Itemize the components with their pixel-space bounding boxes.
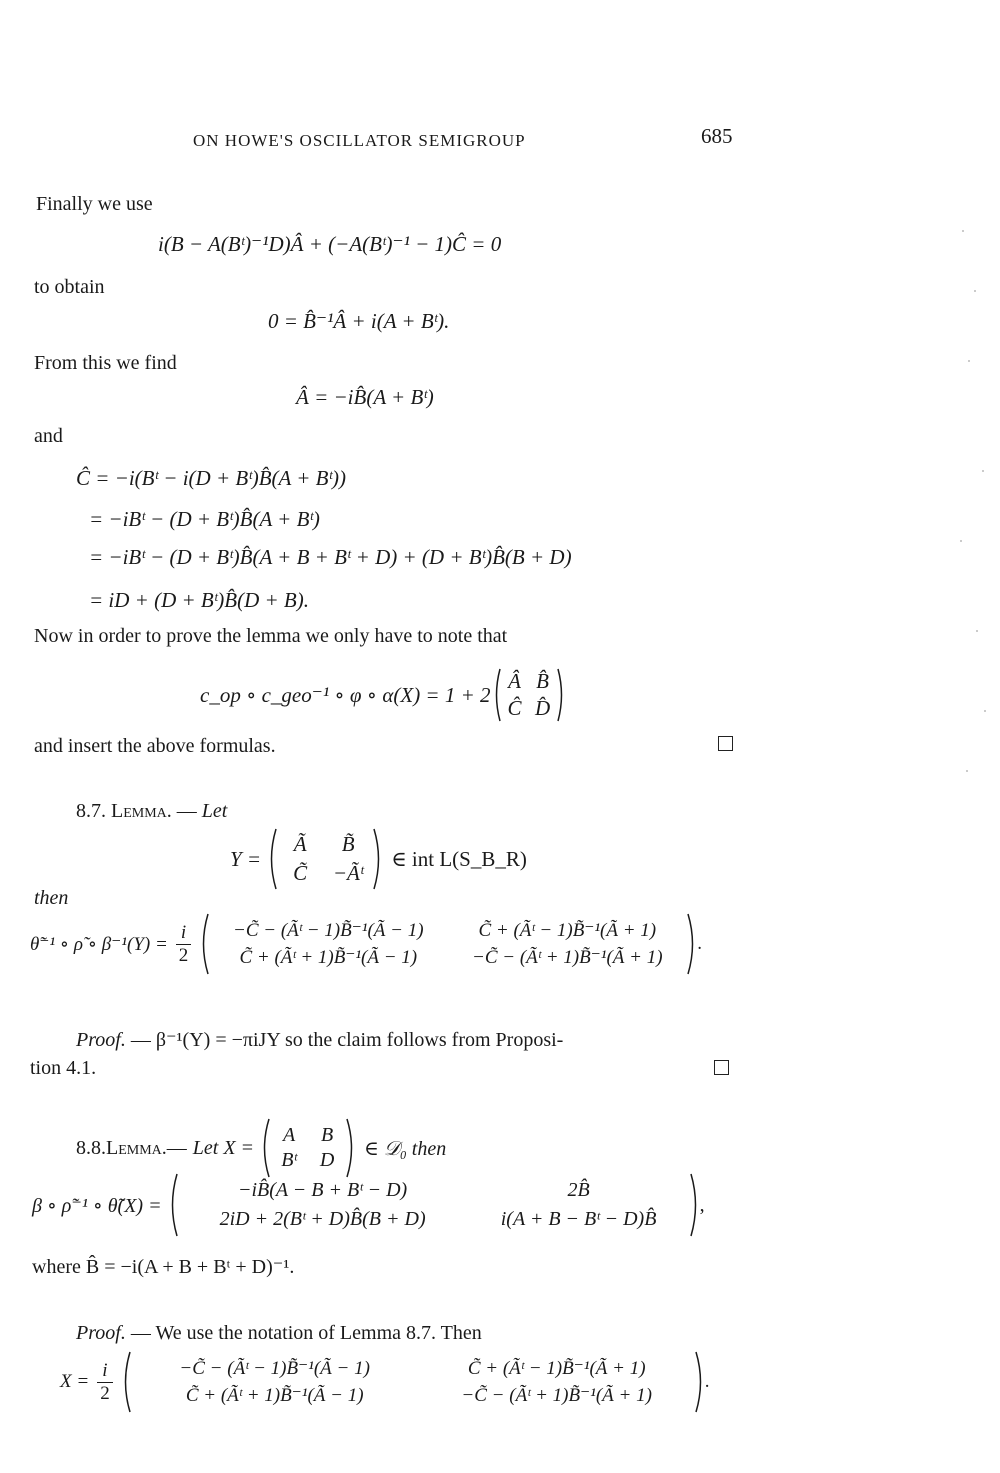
lemma-let: Let	[201, 800, 228, 822]
matrix-8-cell: Bᵗ	[281, 1149, 297, 1171]
equation-10	[60, 1350, 709, 1414]
matrix-5-cell: D̂	[534, 696, 551, 720]
lemma-number: 8.8.	[76, 1136, 106, 1159]
qed-symbol	[718, 736, 733, 751]
paragraph-and: and	[34, 425, 63, 447]
fraction	[176, 922, 192, 967]
equation-7-end: .	[697, 933, 703, 954]
equation-3: Â = −iB̂(A + Bᵗ)	[296, 385, 434, 409]
equation-6-rhs: ∈ int L(S_B_R)	[391, 846, 527, 871]
equation-4-line-1: Ĉ = −i(Bᵗ − i(D + Bᵗ)B̂(A + Bᵗ))	[76, 466, 346, 490]
proof-word: Proof.	[76, 1322, 126, 1344]
matrix-5-cell: B̂	[536, 669, 549, 693]
equation-4-line-2: = −iBᵗ − (D + Bᵗ)B̂(A + Bᵗ)	[89, 507, 320, 531]
running-title: ON HOWE'S OSCILLATOR SEMIGROUP	[193, 131, 526, 150]
lemma-number: 8.7.	[76, 800, 111, 822]
lemma-dash: —	[166, 1136, 187, 1159]
matrix-7-cell: −C̃ − (Ãᵗ − 1)B̃⁻¹(Ã − 1)	[233, 920, 424, 941]
matrix-5-cell: Ĉ	[507, 696, 522, 720]
paragraph-then: then	[34, 887, 69, 909]
equation-7	[30, 912, 702, 976]
equation-4-line-3: = −iBᵗ − (D + Bᵗ)B̂(A + B + Bᵗ + D) + (D + Bᵗ)B̂(B + D)	[89, 545, 572, 569]
paragraph-to-obtain: to obtain	[34, 276, 105, 298]
right-paren	[695, 1350, 705, 1414]
proof-8-7	[76, 1027, 563, 1052]
lemma-dash: —	[171, 800, 202, 822]
matrix-5-cell: Â	[508, 669, 521, 693]
matrix-6-cell: Ã	[293, 832, 307, 856]
left-paren	[267, 827, 277, 891]
equation-4-line-4: = iD + (D + Bᵗ)B̂(D + B).	[89, 588, 309, 612]
right-paren	[687, 912, 697, 976]
equation-8-rhs: ∈ 𝒟₀ then	[364, 1137, 447, 1160]
matrix-9-cell: −iB̂(A − B + Bᵗ − D)	[238, 1179, 408, 1201]
matrix-9-cell: 2B̂	[567, 1179, 590, 1201]
right-paren	[373, 827, 383, 891]
right-paren	[557, 667, 565, 723]
matrix-7	[209, 919, 687, 969]
matrix-8-cell: B	[320, 1124, 334, 1146]
scan-artifacts	[954, 210, 994, 910]
matrix-10-cell: C̃ + (Ãᵗ − 1)B̃⁻¹(Ã + 1)	[467, 1358, 646, 1379]
matrix-8-cell: D	[319, 1149, 335, 1171]
fraction-denominator: 2	[176, 944, 192, 967]
paragraph-now-in-order: Now in order to prove the lemma we only have to note that	[34, 625, 508, 647]
matrix-8	[270, 1124, 346, 1172]
matrix-10-cell: C̃ + (Ãᵗ + 1)B̃⁻¹(Ã − 1)	[185, 1385, 364, 1406]
matrix-10-cell: −C̃ − (Ãᵗ − 1)B̃⁻¹(Ã − 1)	[179, 1358, 370, 1379]
matrix-9	[178, 1179, 690, 1231]
right-paren	[690, 1172, 700, 1238]
equation-6	[230, 827, 527, 891]
qed-symbol	[714, 1060, 729, 1075]
left-paren	[493, 667, 501, 723]
matrix-6	[277, 832, 373, 886]
left-paren	[121, 1350, 131, 1414]
matrix-6-cell: B̃	[341, 832, 355, 856]
matrix-7-cell: C̃ + (Ãᵗ − 1)B̃⁻¹(Ã + 1)	[478, 920, 657, 941]
fraction-denominator: 2	[97, 1382, 113, 1405]
equation-5	[200, 667, 565, 723]
paragraph-where: where B̂ = −i(A + B + Bᵗ + D)⁻¹.	[32, 1256, 295, 1278]
lemma-word: Lemma.	[106, 1136, 167, 1159]
proof-8-7-line-2: tion 4.1.	[30, 1057, 97, 1079]
equation-10-lhs: X =	[60, 1371, 90, 1392]
matrix-9-cell: i(A + B − Bᵗ − D)B̂	[500, 1208, 657, 1230]
fraction-numerator: i	[180, 921, 187, 943]
matrix-9-cell: 2iD + 2(Bᵗ + D)B̂(B + D)	[219, 1208, 426, 1230]
fraction-numerator: i	[102, 1359, 108, 1381]
paragraph-finally: Finally we use	[36, 193, 153, 215]
matrix-8-cell: A	[282, 1124, 296, 1146]
equation-5-lhs: c_op ∘ c_geo⁻¹ ∘ φ ∘ α(X) = 1 + 2	[200, 682, 491, 707]
equation-9-lhs: β ∘ ρ̃⁻¹ ∘ θ̃(X) =	[32, 1194, 162, 1217]
left-paren	[260, 1117, 270, 1179]
proof-word: Proof.	[76, 1029, 126, 1051]
matrix-6-cell: C̃	[293, 861, 308, 885]
fraction	[97, 1360, 113, 1405]
lemma-8-7-heading	[76, 800, 227, 823]
equation-10-end: .	[704, 1371, 710, 1392]
lemma-let: Let X =	[192, 1136, 255, 1159]
matrix-6-cell: −Ãᵗ	[332, 861, 364, 885]
equation-9-end: ,	[699, 1193, 705, 1216]
matrix-7-cell: −C̃ − (Ãᵗ + 1)B̃⁻¹(Ã + 1)	[472, 947, 663, 968]
left-paren	[168, 1172, 178, 1238]
proof-text: — β⁻¹(Y) = −πiJY so the claim follows from Proposi-	[125, 1029, 564, 1051]
equation-9	[32, 1172, 705, 1238]
paragraph-insert: and insert the above formulas.	[34, 735, 276, 757]
page-number: 685	[701, 124, 733, 148]
right-paren	[346, 1117, 356, 1179]
proof-8-8	[76, 1322, 482, 1345]
paragraph-from-this: From this we find	[34, 352, 177, 374]
equation-6-lhs: Y =	[230, 846, 262, 871]
left-paren	[199, 912, 209, 976]
equation-7-lhs: θ̃⁻¹ ∘ ρ̃ ∘ β⁻¹(Y) =	[30, 933, 168, 955]
matrix-5	[501, 669, 557, 721]
matrix-7-cell: C̃ + (Ãᵗ + 1)B̃⁻¹(Ã − 1)	[239, 947, 418, 968]
equation-2: 0 = B̂⁻¹Â + i(A + Bᵗ).	[268, 309, 450, 333]
proof-text: — We use the notation of Lemma 8.7. Then	[125, 1322, 482, 1344]
lemma-8-8-heading	[76, 1117, 446, 1179]
lemma-word: Lemma.	[111, 800, 172, 822]
equation-1: i(B − A(Bᵗ)⁻¹D)Â + (−A(Bᵗ)⁻¹ − 1)Ĉ = 0	[158, 232, 502, 256]
matrix-10	[131, 1357, 695, 1407]
matrix-10-cell: −C̃ − (Ãᵗ + 1)B̃⁻¹(Ã + 1)	[461, 1385, 652, 1406]
